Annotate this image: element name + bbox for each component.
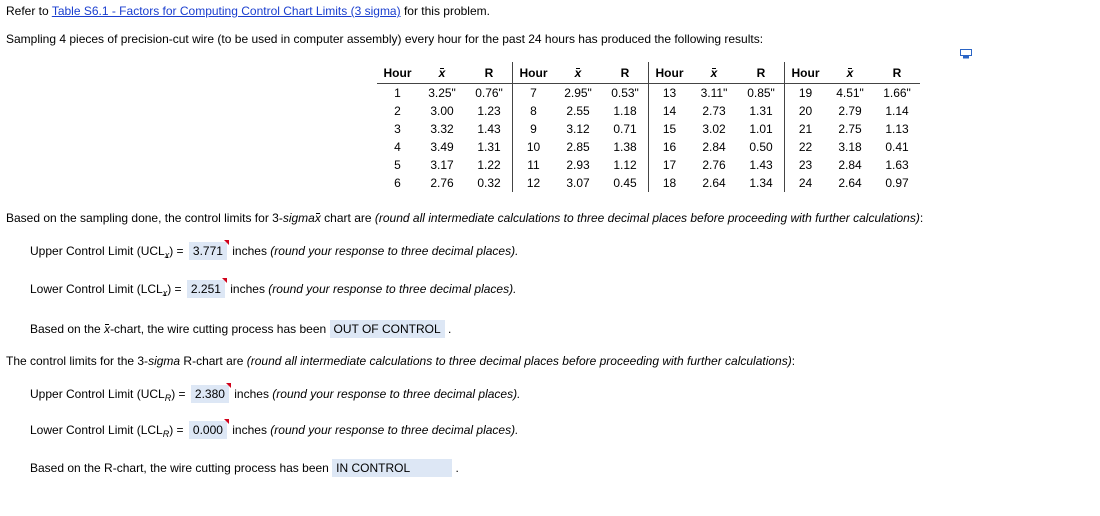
- table-row: [377, 120, 920, 138]
- xbar-cell: 2.75: [838, 122, 862, 136]
- table-row: [377, 102, 920, 120]
- hour-cell: 11: [513, 156, 555, 174]
- xchart-ucl-answer[interactable]: 3.771: [189, 242, 227, 260]
- xbar-cell: 2.84: [838, 158, 862, 172]
- xbar-cell: 2.79: [838, 104, 862, 118]
- xchart-status-answer[interactable]: OUT OF CONTROL: [330, 320, 445, 338]
- hour-cell: 19: [785, 84, 827, 103]
- hour-cell: 1: [394, 86, 401, 100]
- r-cell: 0.85": [747, 86, 775, 100]
- r-cell: 1.23: [477, 104, 501, 118]
- r-cell: 0.45: [613, 176, 637, 190]
- header-xbar: x: [826, 62, 874, 84]
- hour-cell: 9: [513, 120, 555, 138]
- hour-cell: 14: [649, 102, 691, 120]
- xbar-cell: 2.84: [702, 140, 726, 154]
- hour-cell: 18: [649, 174, 691, 192]
- hour-cell: 3: [394, 122, 401, 136]
- intro-line: [6, 4, 490, 18]
- table-row: [377, 174, 920, 192]
- header-hour: Hour: [377, 62, 418, 84]
- r-cell: 0.76": [475, 86, 503, 100]
- xbar-cell: 3.00: [430, 104, 454, 118]
- hour-cell: 10: [513, 138, 555, 156]
- hour-cell: 21: [785, 120, 827, 138]
- xchart-lcl-answer[interactable]: 2.251: [187, 280, 225, 298]
- hour-cell: 24: [785, 174, 827, 192]
- xbar-cell: 3.12: [566, 122, 590, 136]
- hour-cell: 23: [785, 156, 827, 174]
- r-cell: 1.01: [749, 122, 773, 136]
- hour-cell: 7: [513, 84, 555, 103]
- xchart-conclusion: Based on the x-chart, the wire cutting process has been OUT OF CONTROL .: [30, 322, 452, 336]
- table-row: [377, 84, 920, 103]
- xbar-cell: 3.11": [700, 86, 728, 100]
- refer-suffix: for this problem.: [400, 4, 490, 18]
- r-cell: 0.50: [749, 140, 773, 154]
- hour-cell: 12: [513, 174, 555, 192]
- table-row: [377, 156, 920, 174]
- xbar-cell: 2.64: [838, 176, 862, 190]
- xbar-cell: 3.17: [430, 158, 454, 172]
- r-cell: 1.66": [883, 86, 911, 100]
- hour-cell: 22: [785, 138, 827, 156]
- xbar-cell: 3.49: [430, 140, 454, 154]
- r-cell: 1.22: [477, 158, 501, 172]
- xchart-intro: Based on the sampling done, the control limits for 3-sigmax chart are (round all intermediate calculations to three decimal places before proceeding with further calculations):: [6, 211, 924, 225]
- r-cell: 1.38: [613, 140, 637, 154]
- hour-cell: 8: [513, 102, 555, 120]
- rchart-ucl-answer[interactable]: 2.380: [191, 385, 229, 403]
- r-cell: 1.13: [885, 122, 909, 136]
- hour-cell: 2: [394, 104, 401, 118]
- header-xbar: x: [690, 62, 738, 84]
- xchart-ucl-row: Upper Control Limit $(UCL_x) = 3.771$ inches (round your response to three decimal places).: [30, 242, 518, 260]
- hour-cell: 16: [649, 138, 691, 156]
- hour-cell: 5: [394, 158, 401, 172]
- calculator-icon[interactable]: [960, 49, 972, 59]
- header-r: R: [466, 62, 513, 84]
- r-cell: 1.18: [613, 104, 637, 118]
- header-xbar: x: [418, 62, 466, 84]
- header-hour: Hour: [513, 62, 555, 84]
- header-r: R: [602, 62, 649, 84]
- r-cell: 1.31: [477, 140, 501, 154]
- r-cell: 0.97: [885, 176, 909, 190]
- xbar-cell: 3.02: [702, 122, 726, 136]
- r-cell: 1.12: [613, 158, 637, 172]
- r-cell: 0.41: [885, 140, 909, 154]
- r-cell: 1.34: [749, 176, 773, 190]
- r-cell: 1.43: [477, 122, 501, 136]
- hour-cell: 4: [394, 140, 401, 154]
- header-r: R: [874, 62, 920, 84]
- header-r: R: [738, 62, 785, 84]
- r-cell: 0.71: [613, 122, 637, 136]
- r-cell: 1.14: [885, 104, 909, 118]
- xbar-cell: 2.95": [564, 86, 592, 100]
- xbar-cell: 2.93: [566, 158, 590, 172]
- rchart-lcl-row: Lower Control Limit $(LCL_R) = 0.000$ inches (round your response to three decimal places).: [30, 421, 518, 439]
- hour-cell: 20: [785, 102, 827, 120]
- table-s6-1-link[interactable]: Table S6.1 - Factors for Computing Control Chart Limits (3 sigma): [51, 4, 401, 18]
- xbar-cell: 2.76: [702, 158, 726, 172]
- hour-cell: 13: [649, 84, 691, 103]
- xbar-cell: 2.64: [702, 176, 726, 190]
- problem-text: Sampling 4 pieces of precision-cut wire (to be used in computer assembly) every hour for the past 24 hours has produced the following results:: [6, 32, 764, 46]
- r-cell: 0.32: [477, 176, 501, 190]
- xbar-cell: 3.25": [428, 86, 456, 100]
- sampling-table: [377, 62, 920, 192]
- xchart-lcl-row: Lower Control Limit $(LCL_x) = 2.251$ inches (round your response to three decimal places).: [30, 280, 516, 298]
- xbar-cell: 2.73: [702, 104, 726, 118]
- xbar-cell: 3.18: [838, 140, 862, 154]
- rchart-intro: The control limits for the 3-sigma R-chart are (round all intermediate calculations to three decimal places before proceeding with further calculations):: [6, 354, 796, 368]
- xbar-cell: 2.85: [566, 140, 590, 154]
- rchart-status-answer[interactable]: IN CONTROL: [332, 459, 452, 477]
- xbar-cell: 4.51": [836, 86, 864, 100]
- xbar-cell: 2.55: [566, 104, 590, 118]
- hour-cell: 6: [394, 176, 401, 190]
- table-row: [377, 138, 920, 156]
- r-cell: 0.53": [611, 86, 639, 100]
- header-hour: Hour: [785, 62, 827, 84]
- rchart-ucl-row: Upper Control Limit $(UCL_R) = 2.380$ inches (round your response to three decimal places).: [30, 385, 520, 403]
- rchart-conclusion: Based on the R-chart, the wire cutting process has been IN CONTROL .: [30, 461, 459, 475]
- header-xbar: x: [554, 62, 602, 84]
- rchart-lcl-answer[interactable]: 0.000: [189, 421, 227, 439]
- header-hour: Hour: [649, 62, 691, 84]
- table-header-row: [377, 62, 920, 84]
- refer-prefix: Refer to: [6, 4, 52, 18]
- r-cell: 1.63: [885, 158, 909, 172]
- xbar-cell: 3.07: [566, 176, 590, 190]
- r-cell: 1.31: [749, 104, 773, 118]
- hour-cell: 15: [649, 120, 691, 138]
- r-cell: 1.43: [749, 158, 773, 172]
- hour-cell: 17: [649, 156, 691, 174]
- xbar-cell: 3.32: [430, 122, 454, 136]
- xbar-cell: 2.76: [430, 176, 454, 190]
